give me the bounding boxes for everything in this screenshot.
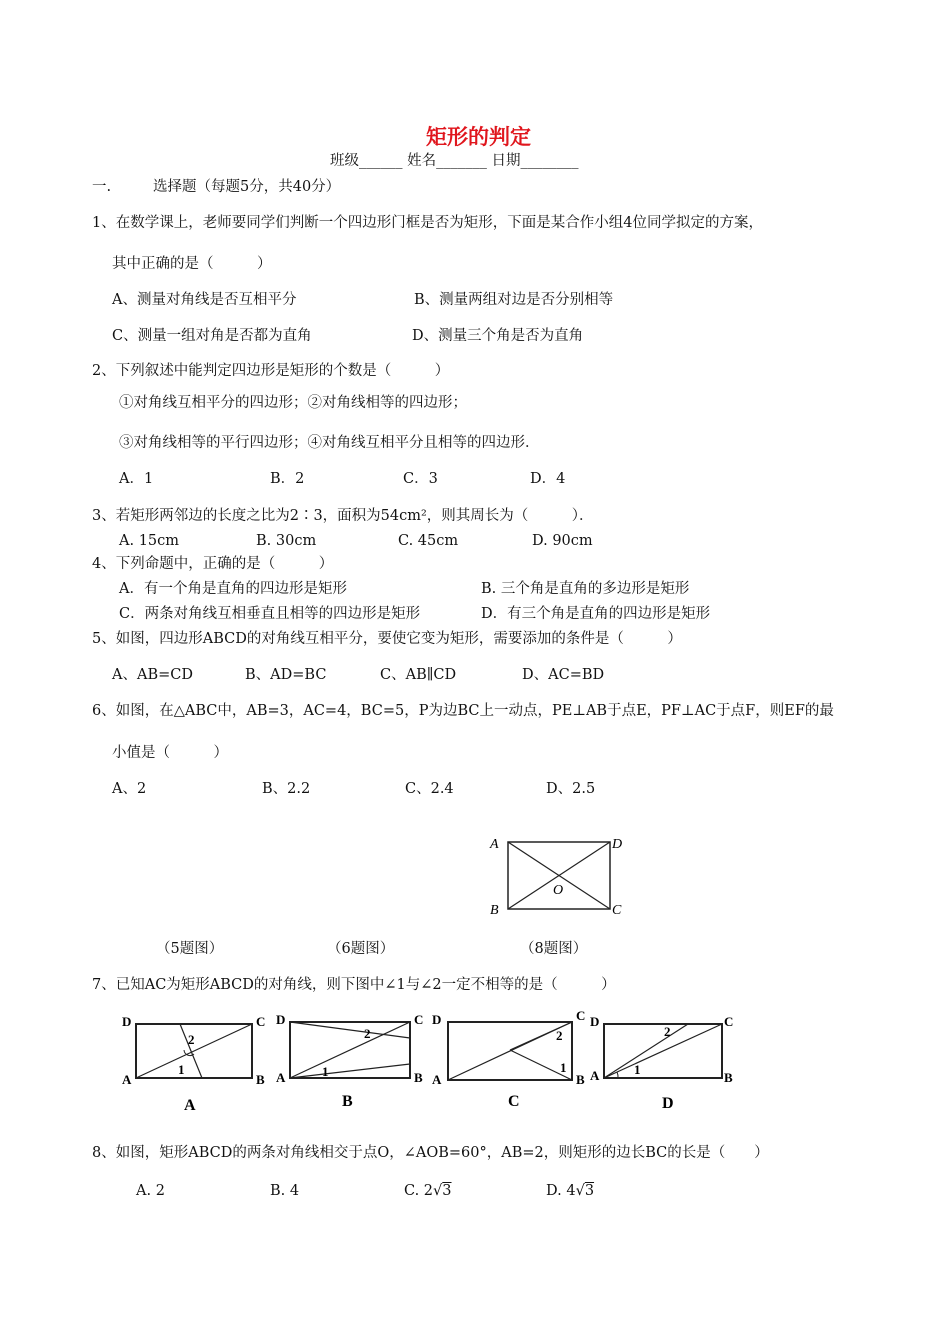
vertex-a-label: A: [490, 837, 499, 852]
line-from-a: [604, 1024, 688, 1078]
question-2-line-1: ①对角线互相平分的四边形；②对角线相等的四边形；: [119, 395, 467, 411]
vertex-d-label: D: [122, 1014, 132, 1029]
figure-7d: [588, 1008, 744, 1116]
sqrt-radicand: 3: [584, 1183, 595, 1199]
line-from-a: [290, 1064, 410, 1078]
question-6-option-b: B、2.2: [262, 781, 311, 797]
center-o-label: O: [553, 883, 564, 898]
figure-label: B: [342, 1093, 353, 1110]
question-3-option-b: B. 30cm: [256, 533, 317, 549]
question-4-option-c: C．两条对角线互相垂直且相等的四边形是矩形: [119, 606, 421, 622]
caption-figure-8: （8题图）: [520, 941, 588, 957]
question-1-option-c: C、测量一组对角是否都为直角: [112, 328, 312, 344]
vertex-c-label: C: [612, 903, 622, 918]
caption-figure-6: （6题图）: [327, 941, 395, 957]
angle-1-label: 1: [634, 1062, 641, 1077]
vertex-b-label: B: [414, 1070, 423, 1085]
vertex-d-label: D: [590, 1014, 600, 1029]
question-1-option-b: B、测量两组对边是否分别相等: [414, 292, 614, 308]
angle-1-label: 1: [178, 1062, 185, 1077]
caption-figure-5: （5题图）: [156, 941, 224, 957]
question-2-stem: 2、下列叙述中能判定四边形是矩形的个数是（ ）: [92, 363, 450, 379]
angle-2-label: 2: [664, 1024, 671, 1039]
student-info-line: 班级______ 姓名_______ 日期________: [330, 153, 579, 169]
vertex-a-label: A: [122, 1072, 132, 1087]
question-4-stem: 4、下列命题中，正确的是（ ）: [92, 556, 334, 572]
vertex-a-label: A: [276, 1070, 286, 1085]
angle-2-label: 2: [364, 1026, 371, 1041]
question-6-option-c: C、2.4: [405, 781, 454, 797]
option-c-text: C. 2: [404, 1183, 434, 1199]
question-1-stem-cont: 其中正确的是（ ）: [112, 256, 272, 272]
sqrt-radicand: 3: [442, 1183, 452, 1199]
question-3-option-c: C. 45cm: [398, 533, 459, 549]
question-5-option-d: D、AC=BD: [522, 667, 605, 683]
sqrt-symbol: √: [575, 1183, 585, 1199]
figure-7c: [430, 1006, 596, 1114]
page-title: 矩形的判定: [426, 125, 531, 149]
vertex-c-label: C: [576, 1008, 586, 1023]
question-6-stem-cont: 小值是（ ）: [112, 745, 228, 761]
question-3-option-d: D. 90cm: [532, 533, 593, 549]
vertex-c-label: C: [414, 1012, 424, 1027]
figure-label: A: [184, 1097, 196, 1114]
vertex-d-label: D: [276, 1012, 286, 1027]
vertex-a-label: A: [432, 1072, 442, 1087]
figure-label: C: [508, 1093, 520, 1110]
question-8-stem: 8、如图，矩形ABCD的两条对角线相交于点O，∠AOB=60°，AB=2，则矩形的边长BC的长是（ ）: [92, 1145, 769, 1161]
question-4-option-b: B. 三个角是直角的多边形是矩形: [481, 581, 690, 597]
question-8-option-d: [546, 1184, 594, 1199]
angle-2-label: 2: [188, 1032, 195, 1047]
question-5-stem: 5、如图，四边形ABCD的对角线互相平分，要使它变为矩形，需要添加的条件是（ ）: [92, 631, 682, 647]
question-5-option-a: A、AB=CD: [112, 667, 193, 683]
vertex-c-label: C: [256, 1014, 266, 1029]
angle-1-label: 1: [322, 1064, 329, 1079]
question-6-stem: 6、如图，在△ABC中，AB=3，AC=4，BC=5，P为边BC上一动点，PE⊥AB于点E，PF⊥AC于点F，则EF的最: [92, 703, 834, 719]
question-1-option-d: D、测量三个角是否为直角: [412, 328, 584, 344]
question-1-option-a: A、测量对角线是否互相平分: [112, 292, 297, 308]
figure-label: D: [662, 1095, 674, 1112]
question-2-option-c: C．3: [403, 471, 438, 487]
angle-2-label: 2: [556, 1028, 563, 1043]
vertex-b-label: B: [724, 1070, 733, 1085]
question-5-option-c: C、AB∥CD: [380, 667, 457, 683]
segment: [510, 1022, 572, 1050]
option-d-text: D. 4: [546, 1183, 576, 1199]
figure-7a: [118, 1010, 274, 1114]
figure-7b: [274, 1008, 436, 1112]
question-1-stem: 1、在数学课上，老师要同学们判断一个四边形门框是否为矩形，下面是某合作小组4位同学拟定的方案，: [92, 215, 763, 231]
question-6-option-a: A、2: [112, 781, 147, 797]
question-2-line-2: ③对角线相等的平行四边形；④对角线互相平分且相等的四边形．: [119, 435, 540, 451]
question-8-option-a: A. 2: [136, 1183, 165, 1199]
vertex-c-label: C: [724, 1014, 734, 1029]
vertex-b-label: B: [490, 903, 499, 918]
vertex-d-label: D: [612, 837, 623, 852]
question-7-stem: 7、已知AC为矩形ABCD的对角线，则下图中∠1与∠2一定不相等的是（ ）: [92, 977, 616, 993]
question-2-option-b: B．2: [270, 471, 305, 487]
diagonal-ac: [604, 1024, 722, 1078]
figure-8-rectangle: [484, 832, 634, 922]
question-2-option-d: D．4: [530, 471, 566, 487]
vertex-a-label: A: [590, 1068, 600, 1083]
question-4-option-a: A．有一个角是直角的四边形是矩形: [119, 581, 347, 597]
vertex-b-label: B: [256, 1072, 265, 1087]
section-label: 选择题（每题5分，共40分）: [153, 179, 341, 195]
vertex-d-label: D: [432, 1012, 442, 1027]
vertex-b-label: B: [576, 1072, 585, 1087]
question-6-option-d: D、2.5: [546, 781, 596, 797]
section-number: 一.: [92, 179, 112, 195]
question-5-option-b: B、AD=BC: [245, 667, 327, 683]
question-8-option-b: B. 4: [270, 1183, 300, 1199]
angle-1-label: 1: [560, 1060, 567, 1075]
question-3-stem: 3、若矩形两邻边的长度之比为2∶3，面积为54cm²，则其周长为（ ）．: [92, 508, 594, 524]
question-2-option-a: A．1: [119, 471, 154, 487]
question-4-option-d: D．有三个角是直角的四边形是矩形: [481, 606, 711, 622]
question-3-option-a: A. 15cm: [119, 533, 180, 549]
question-8-option-c: [404, 1184, 452, 1199]
sqrt-symbol: √: [433, 1183, 443, 1199]
